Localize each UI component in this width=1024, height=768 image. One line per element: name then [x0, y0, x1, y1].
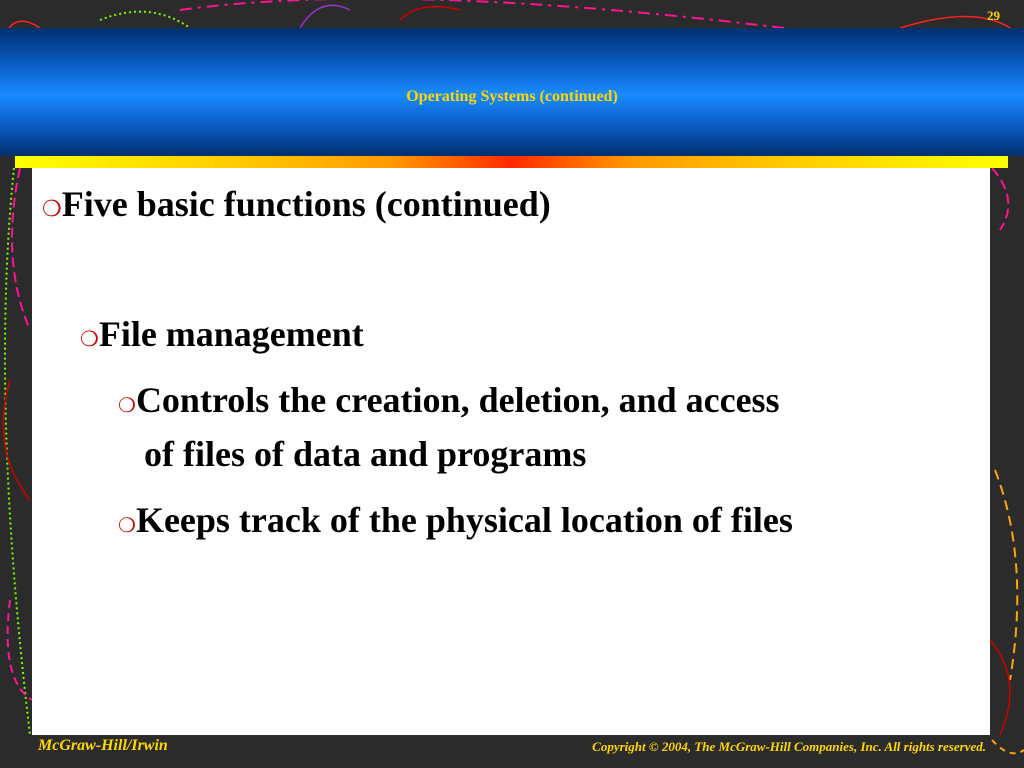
bullet-level3-continuation: of files of data and programs — [144, 434, 587, 474]
bullet-level1 — [42, 184, 551, 230]
bullet-text: Five basic functions (continued) — [61, 184, 551, 224]
footer-copyright: Copyright © 2004, The McGraw-Hill Companies, Inc. All rights reserved. — [592, 739, 986, 754]
bullet-icon: ❍ — [118, 513, 136, 537]
slide-content — [32, 168, 990, 735]
slide-title: Operating Systems (continued) — [406, 88, 618, 105]
bullet-text: File management — [98, 314, 364, 354]
bullet-text: Keeps track of the physical location of files — [135, 500, 793, 540]
bullet-level3 — [118, 380, 780, 425]
bullet-icon: ❍ — [42, 197, 62, 222]
slide-number: 29 — [987, 8, 1000, 23]
footer-publisher: McGraw-Hill/Irwin — [38, 737, 168, 754]
bullet-level2 — [80, 314, 364, 359]
bullet-icon: ❍ — [80, 327, 99, 351]
bullet-level3 — [118, 500, 793, 545]
bullet-icon: ❍ — [118, 393, 136, 417]
gradient-divider — [15, 156, 1008, 168]
bullet-text: Controls the creation, deletion, and access — [135, 380, 780, 420]
